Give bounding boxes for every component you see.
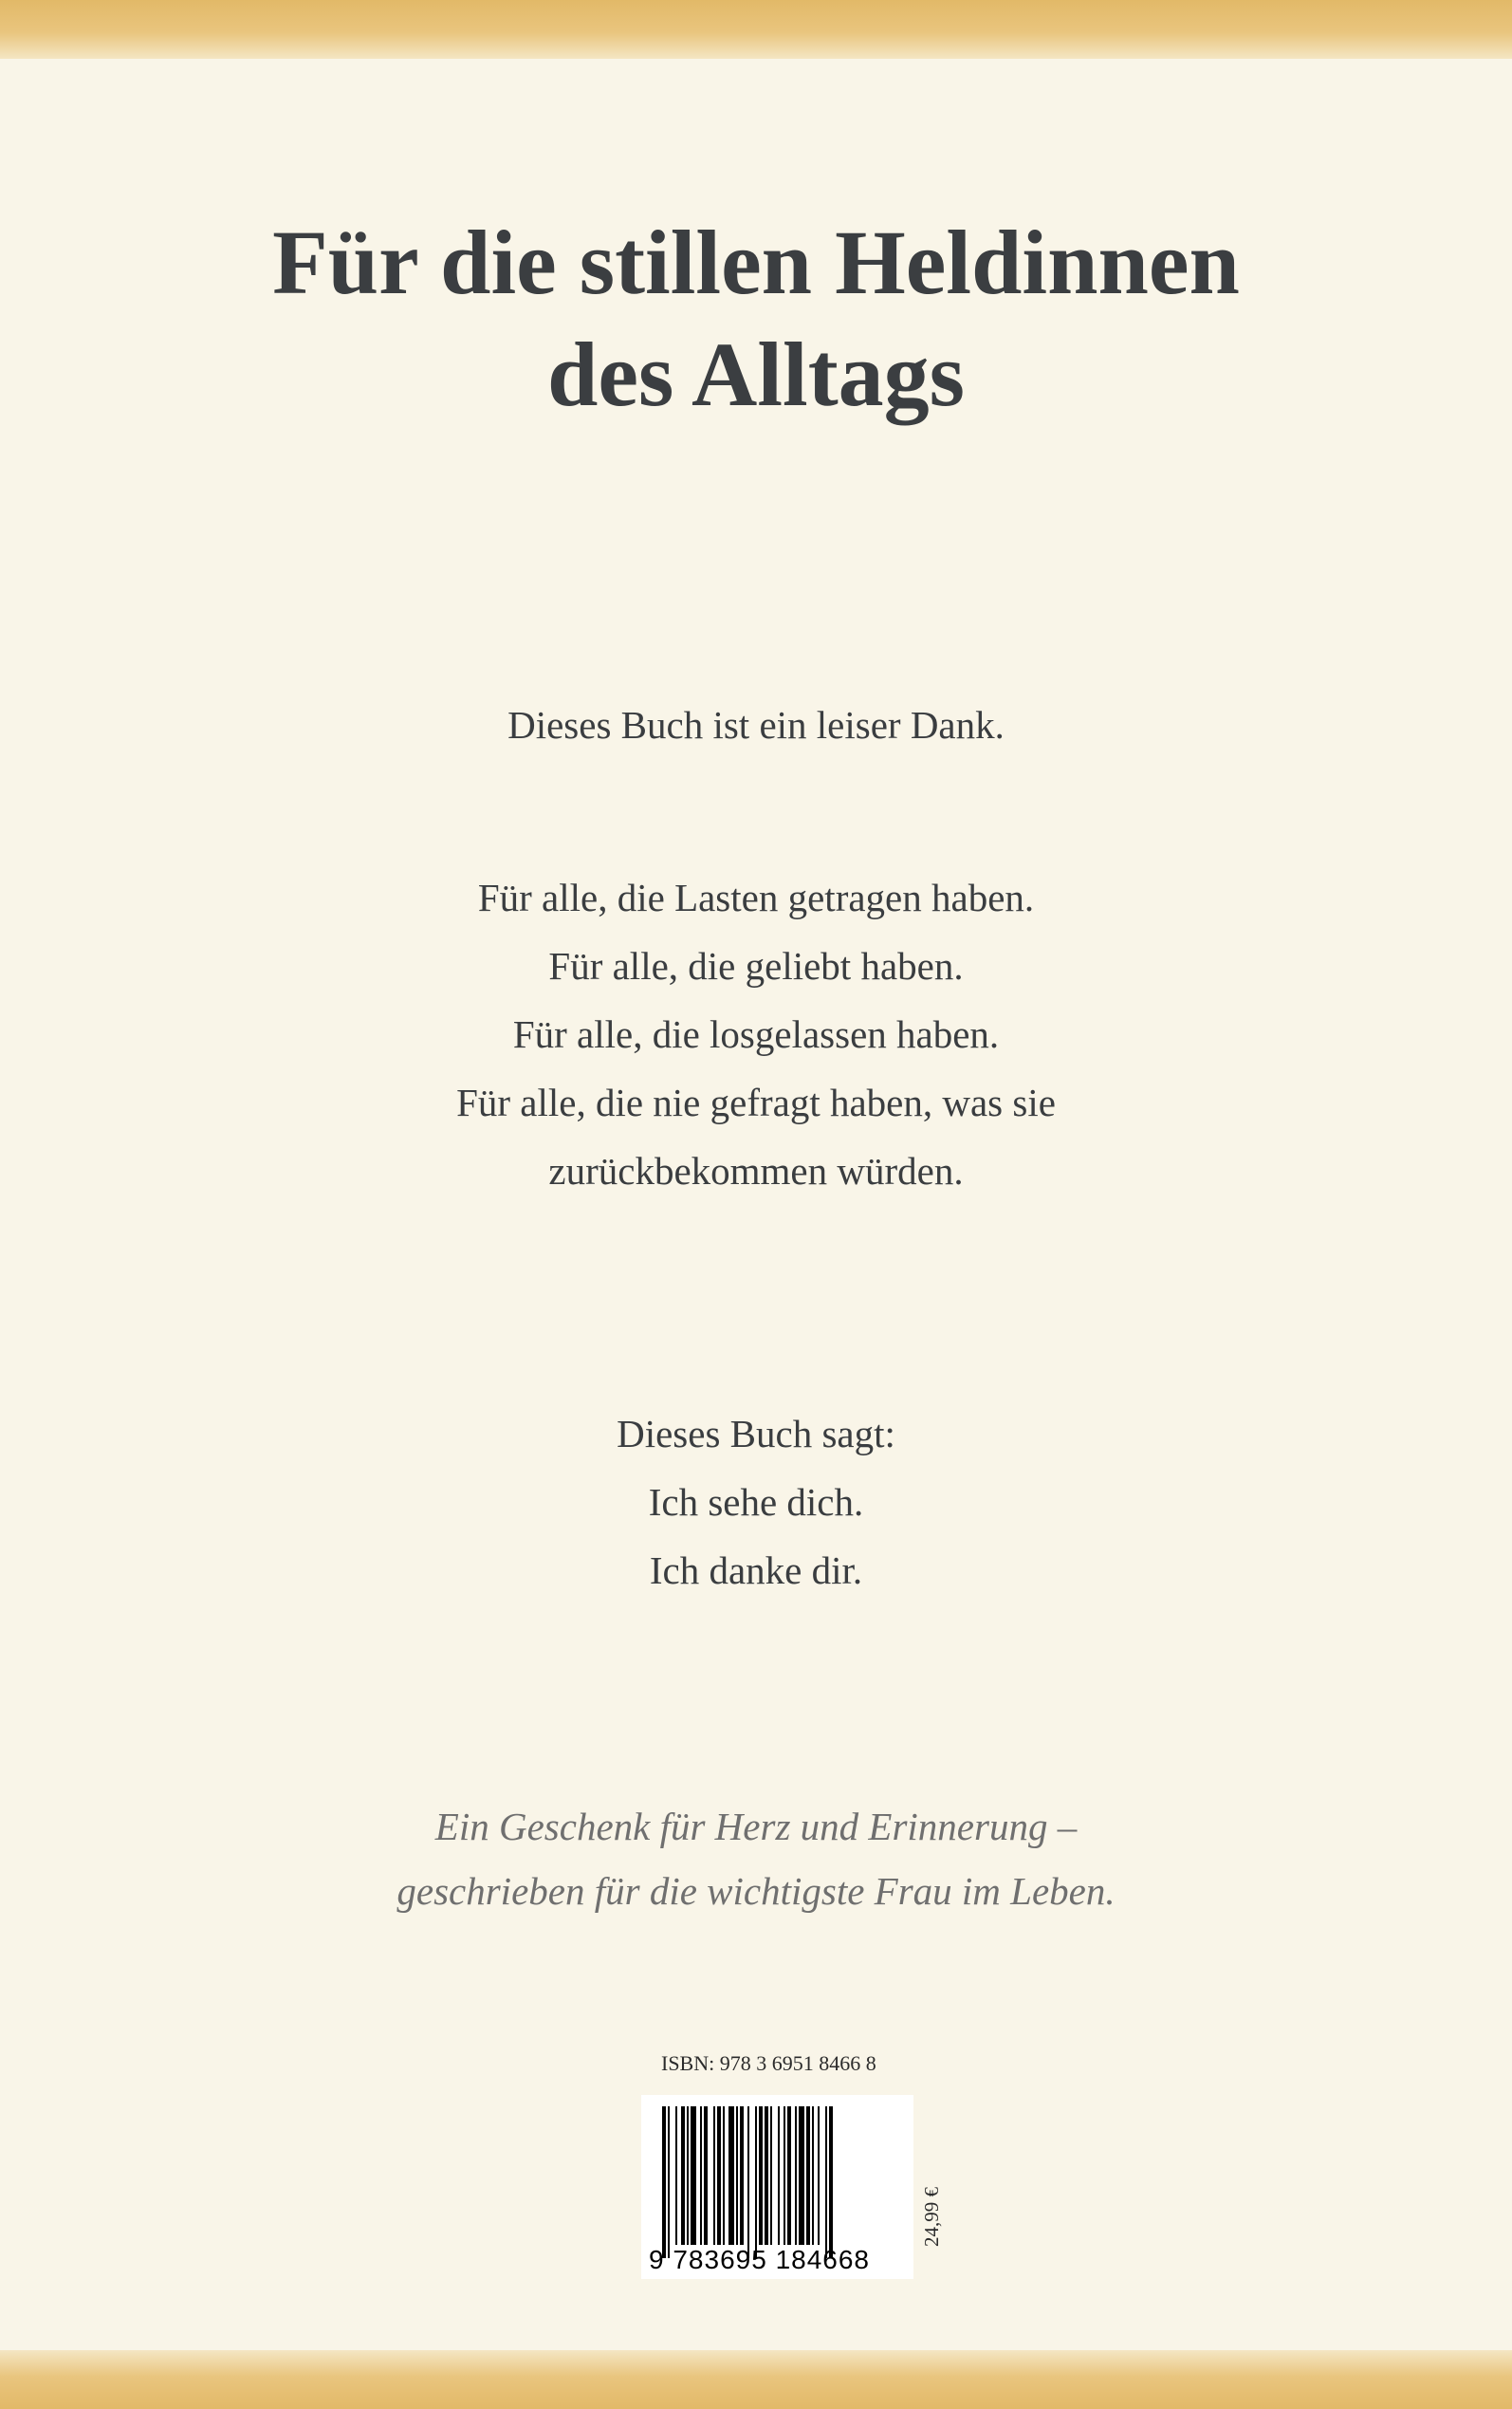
cover-title [0, 207, 1512, 431]
barcode-bar [765, 2106, 768, 2245]
says-line: Ich sehe dich. [648, 1480, 864, 1524]
barcode-bar [662, 2106, 666, 2258]
barcode-bar [713, 2106, 715, 2245]
dedication-line: Für alle, die Lasten getragen haben. [477, 876, 1035, 919]
title-line-1: Für die stillen Heldinnen [272, 212, 1240, 313]
barcode [641, 2095, 913, 2279]
barcode-bar [675, 2106, 677, 2245]
barcode-bar [681, 2106, 685, 2245]
tagline-line: Ein Geschenk für Herz und Erinnerung – [434, 1805, 1078, 1848]
dedication-line: Für alle, die nie gefragt haben, was sie [456, 1081, 1056, 1124]
top-gold-band [0, 0, 1512, 59]
isbn-label: ISBN: 978 3 6951 8466 8 [661, 2051, 876, 2075]
barcode-bar [829, 2106, 833, 2258]
barcode-digits: 9 783695 184668 [649, 2245, 870, 2274]
tagline [0, 1794, 1512, 1923]
says-line: Dieses Buch sagt: [617, 1412, 895, 1455]
barcode-bar [825, 2106, 827, 2258]
barcode-bar [778, 2106, 780, 2245]
barcode-bar [691, 2106, 696, 2245]
barcode-bar [787, 2106, 791, 2245]
barcode-bar [812, 2106, 814, 2245]
barcode-bar [795, 2106, 797, 2245]
barcode-bar [784, 2106, 785, 2245]
barcode-bar [723, 2106, 725, 2245]
intro-line: Dieses Buch ist ein leiser Dank. [507, 703, 1005, 747]
barcode-bar [736, 2106, 738, 2245]
barcode-bar [717, 2106, 721, 2245]
barcode-bar [668, 2106, 670, 2258]
tagline-line: geschrieben für die wichtigste Frau im Leben. [396, 1869, 1116, 1913]
bottom-gold-band [0, 2350, 1512, 2409]
price-label: 24,99 € [920, 2187, 943, 2247]
dedication-block [0, 863, 1512, 1205]
barcode-bar [806, 2106, 810, 2245]
barcode-bar [755, 2106, 757, 2258]
barcode-bar [770, 2106, 772, 2245]
barcode-bar [747, 2106, 749, 2258]
dedication-line: zurückbekommen würden. [548, 1149, 964, 1193]
barcode-bar [687, 2106, 689, 2245]
barcode-bar [704, 2106, 708, 2245]
book-says-block [0, 1399, 1512, 1604]
dedication-line: Für alle, die losgelassen haben. [512, 1012, 1000, 1056]
dedication-line: Für alle, die geliebt haben. [548, 944, 964, 988]
title-line-2: des Alltags [546, 324, 966, 425]
barcode-bar [740, 2106, 744, 2245]
intro-text [0, 691, 1512, 759]
barcode-bar [759, 2106, 763, 2245]
barcode-bar [818, 2106, 820, 2245]
barcode-bar [700, 2106, 702, 2245]
barcode-bar [799, 2106, 804, 2245]
says-line: Ich danke dir. [649, 1548, 863, 1592]
barcode-bar [728, 2106, 734, 2245]
